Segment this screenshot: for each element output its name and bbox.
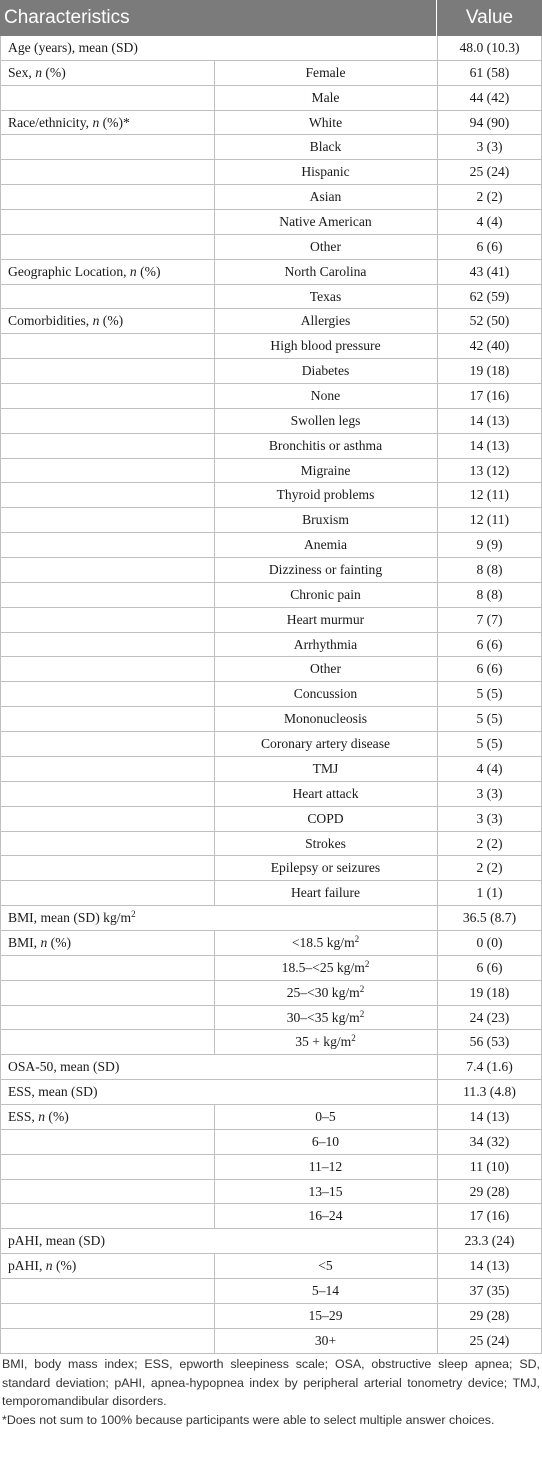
row-category: Bronchitis or asthma [268, 437, 383, 453]
table-row [0, 1105, 542, 1130]
table-row [0, 384, 542, 409]
row-label: Race/ethnicity, n (%)* [8, 114, 130, 130]
row-category: Epilepsy or seizures [270, 860, 381, 876]
cell-border [0, 633, 1, 657]
table-row [0, 1180, 542, 1205]
row-value: 12 (11) [469, 512, 510, 528]
row-value: 2 (2) [476, 860, 503, 876]
row-category: White [308, 114, 343, 130]
table-row [0, 856, 542, 881]
row-value: 14 (13) [469, 1258, 510, 1274]
row-value: 23.3 (24) [464, 1233, 515, 1249]
table-row [0, 881, 542, 906]
row-category: Male [311, 89, 340, 105]
row-value: 25 (24) [469, 1332, 510, 1348]
row-category: Heart attack [292, 785, 359, 801]
cell-border [0, 583, 1, 607]
row-category: 5–14 [311, 1282, 340, 1298]
row-value: 9 (9) [476, 537, 503, 553]
cell-border [0, 533, 1, 557]
row-category: 18.5–<25 $kg/m^2$ [281, 958, 370, 975]
row-category: Native American [279, 214, 372, 230]
table-row [0, 61, 542, 86]
table-row [0, 682, 542, 707]
cell-border [0, 1055, 1, 1079]
cell-border [0, 160, 1, 184]
row-category: High blood pressure [270, 338, 381, 354]
table-row [0, 111, 542, 136]
row-category: Other [310, 661, 341, 677]
row-value: 11.3 (4.8) [463, 1084, 516, 1100]
row-value: 14 (13) [469, 412, 510, 428]
header-value: Value [465, 7, 514, 28]
row-category: Dizziness or fainting [268, 562, 383, 578]
row-category: <18.5 $kg/m^2$ [291, 933, 360, 950]
row-value: 17 (16) [469, 388, 510, 404]
row-value: 2 (2) [476, 189, 503, 205]
row-category: 30+ [314, 1332, 337, 1348]
cell-border [0, 732, 1, 756]
abbreviations-note: BMI, body mass index; ESS, epworth sleepiness scale; OSA, obstructive sleep apnea; SD, standard deviation; pAHI, apnea-hypopnea index by peripheral arterial tonometry device; TMJ, temporomandibular disorders. [2, 1357, 540, 1408]
table-row [0, 583, 542, 608]
table-body [0, 36, 542, 1354]
row-category: Female [305, 64, 346, 80]
cell-border [0, 111, 1, 135]
table-row [0, 409, 542, 434]
table-row [0, 981, 542, 1006]
cell-border [0, 1304, 1, 1328]
cell-border [0, 956, 1, 980]
table-row [0, 807, 542, 832]
row-value: 5 (5) [476, 686, 503, 702]
table-row [0, 1329, 542, 1354]
cell-border [0, 359, 1, 383]
cell-border [0, 881, 1, 905]
cell-border [0, 409, 1, 433]
cell-border [0, 1155, 1, 1179]
row-value: 11 (10) [469, 1158, 510, 1174]
row-value: 7 (7) [476, 611, 503, 627]
table-row [0, 235, 542, 260]
cell-border [0, 309, 1, 333]
cell-border [0, 285, 1, 309]
table-row [0, 1006, 542, 1031]
cell-border [0, 61, 1, 85]
row-value: 19 (18) [469, 984, 510, 1000]
table-row [0, 782, 542, 807]
row-value: 14 (13) [469, 437, 510, 453]
row-category: Allergies [300, 313, 351, 329]
row-value: 3 (3) [476, 810, 503, 826]
table-row [0, 1279, 542, 1304]
row-category: Diabetes [301, 363, 350, 379]
row-value: 61 (58) [469, 64, 510, 80]
row-category: COPD [307, 810, 344, 826]
cell-border [0, 1180, 1, 1204]
row-value: 29 (28) [469, 1307, 510, 1323]
table-row [0, 1155, 542, 1180]
cell-border [0, 86, 1, 110]
row-value: 7.4 (1.6) [466, 1059, 513, 1075]
row-label: ESS, n (%) [8, 1108, 69, 1124]
row-value: 8 (8) [476, 562, 503, 578]
row-category: 16–24 [308, 1208, 343, 1224]
table-row [0, 657, 542, 682]
cell-border [0, 807, 1, 831]
row-value: 17 (16) [469, 1208, 510, 1224]
row-category: Other [310, 238, 341, 254]
row-value: 5 (5) [476, 736, 503, 752]
cell-border [0, 682, 1, 706]
cell-border [0, 483, 1, 507]
row-category: 30–<35 $kg/m^2$ [286, 1008, 365, 1025]
row-value: 94 (90) [469, 114, 510, 130]
table-row [0, 483, 542, 508]
table-row [0, 956, 542, 981]
row-label: ESS, mean (SD) [8, 1084, 98, 1100]
row-value: 4 (4) [476, 760, 503, 776]
cell-border [0, 931, 1, 955]
table-row [0, 459, 542, 484]
row-category: Migraine [300, 462, 351, 478]
row-category: Anemia [303, 537, 348, 553]
table-row [0, 533, 542, 558]
row-value: 37 (35) [469, 1282, 510, 1298]
row-value: 44 (42) [469, 89, 510, 105]
cell-border [0, 260, 1, 284]
table-row [0, 1254, 542, 1279]
row-category: Strokes [305, 835, 346, 851]
row-category: <5 [318, 1258, 333, 1274]
cell-border [0, 1254, 1, 1278]
row-value: 1 (1) [476, 885, 503, 901]
row-label: pAHI, n (%) [8, 1258, 77, 1274]
table-row [0, 135, 542, 160]
row-category: 25–<30 $kg/m^2$ [286, 983, 365, 1000]
cell-border [0, 981, 1, 1005]
row-label: Age (years), mean (SD) [8, 40, 138, 55]
row-category: Concussion [293, 686, 358, 702]
cell-border [0, 707, 1, 731]
cell-border [0, 1204, 1, 1228]
cell-border [0, 459, 1, 483]
row-value: 42 (40) [469, 338, 510, 354]
cell-border [0, 1329, 1, 1353]
table-row [0, 309, 542, 334]
table-row [0, 1055, 542, 1080]
row-value: 29 (28) [469, 1183, 510, 1199]
cell-border [0, 1229, 1, 1253]
cell-border [0, 832, 1, 856]
row-category: North Carolina [284, 263, 367, 279]
cell-border [0, 856, 1, 880]
cell-border [0, 235, 1, 259]
cell-border [0, 1030, 1, 1054]
row-value: 8 (8) [476, 586, 503, 602]
header-characteristics: Characteristics [0, 0, 437, 36]
table-row [0, 608, 542, 633]
table-row [0, 707, 542, 732]
table-row [0, 210, 542, 235]
row-value: 6 (6) [476, 636, 503, 652]
row-category: Chronic pain [290, 586, 361, 602]
table-row [0, 1229, 542, 1254]
row-value: 43 (41) [469, 263, 510, 279]
row-value: 62 (59) [469, 288, 510, 304]
table-row [0, 86, 542, 111]
row-value: 56 (53) [469, 1034, 510, 1050]
cell-border [0, 1105, 1, 1129]
asterisk-note: *Does not sum to 100% because participants were able to select multiple answer choices. [2, 1412, 495, 1427]
table-row [0, 285, 542, 310]
row-value: 14 (13) [469, 1108, 510, 1124]
row-category: 0–5 [315, 1108, 336, 1124]
row-value: 6 (6) [476, 661, 503, 677]
row-label: OSA-50, mean (SD) [8, 1059, 120, 1075]
table-row [0, 1304, 542, 1329]
table-row [0, 260, 542, 285]
row-category: TMJ [312, 760, 339, 776]
row-category: $35 + kg/m^2$ [295, 1033, 356, 1050]
row-category: Black [309, 139, 342, 155]
cell-border [0, 384, 1, 408]
row-value: 24 (23) [469, 1009, 510, 1025]
cell-border [0, 906, 1, 930]
row-value: 2 (2) [476, 835, 503, 851]
row-category: Arrhythmia [293, 636, 358, 652]
table-footnotes [0, 1351, 542, 1429]
row-value: 6 (6) [476, 959, 503, 975]
row-value: 13 (12) [469, 462, 510, 478]
row-value: 12 (11) [469, 487, 510, 503]
row-value: 3 (3) [476, 139, 503, 155]
row-value: 4 (4) [476, 214, 503, 230]
row-label: Geographic Location, n (%) [8, 263, 161, 279]
row-value: 6 (6) [476, 238, 503, 254]
table-row [0, 36, 542, 61]
table-row [0, 508, 542, 533]
cell-border [0, 185, 1, 209]
cell-border [0, 1006, 1, 1030]
cell-border [0, 558, 1, 582]
row-value: 25 (24) [469, 164, 510, 180]
row-label: Comorbidities, n (%) [8, 313, 124, 329]
row-label: BMI, n (%) [8, 934, 72, 950]
table-row [0, 906, 542, 931]
row-category: Thyroid problems [276, 487, 375, 503]
cell-border [0, 210, 1, 234]
row-category: 13–15 [308, 1183, 343, 1199]
table-row [0, 1130, 542, 1155]
cell-border [0, 508, 1, 532]
row-category: Asian [309, 189, 342, 205]
row-value: 0 (0) [476, 934, 503, 950]
cell-border [0, 657, 1, 681]
row-category: 15–29 [308, 1307, 343, 1323]
table-row [0, 1204, 542, 1229]
table-row [0, 732, 542, 757]
table-row [0, 1080, 542, 1105]
row-value: 48.0 (10.3) [459, 40, 520, 55]
row-value: 52 (50) [469, 313, 510, 329]
row-label: BMI, mean (SD) $kg/m^2$ [8, 909, 136, 926]
table-row [0, 558, 542, 583]
row-category: Texas [309, 288, 342, 304]
row-label: Sex, n (%) [8, 64, 66, 80]
row-category: Coronary artery disease [260, 736, 391, 752]
table-row [0, 757, 542, 782]
row-category: Bruxism [302, 512, 349, 528]
row-category: Swollen legs [290, 412, 361, 428]
row-category: Heart murmur [286, 611, 365, 627]
row-category: 11–12 [308, 1158, 343, 1174]
table-row [0, 832, 542, 857]
row-value: 19 (18) [469, 363, 510, 379]
row-category: Heart failure [290, 885, 361, 901]
row-value: 5 (5) [476, 711, 503, 727]
cell-border [0, 36, 1, 60]
row-category: Mononucleosis [283, 711, 368, 727]
table-row [0, 434, 542, 459]
cell-border [0, 608, 1, 632]
cell-border [0, 334, 1, 358]
row-value: 34 (32) [469, 1133, 510, 1149]
table-row [0, 633, 542, 658]
row-value: 3 (3) [476, 785, 503, 801]
table-row [0, 1030, 542, 1055]
row-category: 6–10 [311, 1133, 340, 1149]
cell-border [0, 757, 1, 781]
table-row [0, 931, 542, 956]
row-value: 36.5 (8.7) [462, 910, 517, 926]
table-row [0, 334, 542, 359]
table-header [0, 0, 542, 36]
cell-border [0, 1080, 1, 1104]
cell-border [0, 434, 1, 458]
table-row [0, 160, 542, 185]
table-row [0, 359, 542, 384]
cell-border [0, 1279, 1, 1303]
table-row [0, 185, 542, 210]
cell-border [0, 135, 1, 159]
row-category: Hispanic [301, 164, 350, 180]
row-label: pAHI, mean (SD) [8, 1233, 106, 1249]
cell-border [0, 782, 1, 806]
cell-border [0, 1130, 1, 1154]
row-category: None [310, 388, 341, 404]
